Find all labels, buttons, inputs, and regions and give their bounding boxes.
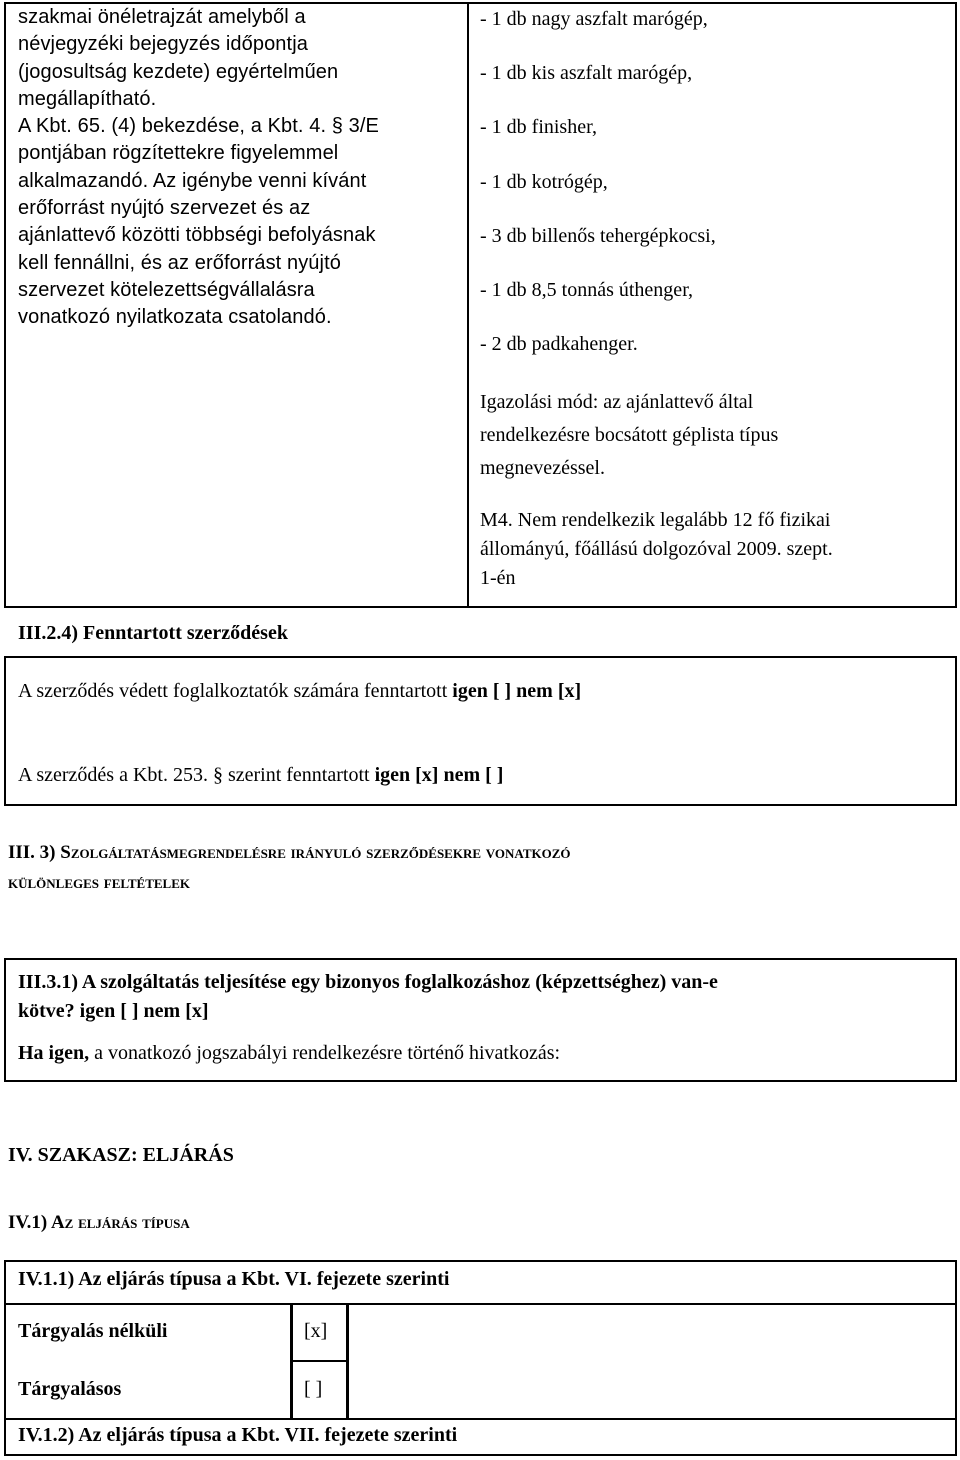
list-item: - 1 db kotrógép, <box>480 170 608 193</box>
text-line: megállapítható. <box>18 87 157 110</box>
iv12-title: IV.1.2) Az eljárás típusa a Kbt. VII. fejezete szerinti <box>18 1424 458 1446</box>
text-line: rendelkezésre bocsátott géplista típus <box>480 424 779 446</box>
text-line: erőforrást nyújtó szervezet és az <box>18 197 311 220</box>
list-item: - 1 db nagy aszfalt marógép, <box>480 8 708 30</box>
text-line: vonatkozó nyilatkozata csatolandó. <box>18 306 332 329</box>
list-item: - 1 db finisher, <box>480 116 597 139</box>
sub-heading-iv1: IV.1) Az eljárás típusa <box>8 1212 190 1233</box>
list-item: - 2 db padkahenger. <box>480 333 638 356</box>
section-heading-iii24: III.2.4) Fenntartott szerződések <box>18 622 288 644</box>
text-line: névjegyzéki bejegyzés időpontja <box>18 33 308 56</box>
text-line: állományú, főállású dolgozóval 2009. szept. <box>480 538 833 560</box>
procedure-label: Tárgyalásos <box>18 1378 122 1400</box>
section-heading-iv: IV. SZAKASZ: ELJÁRÁS <box>8 1144 234 1166</box>
section-heading-iii3: III. 3) Szolgáltatásmegrendelésre irányuló szerződésekre vonatkozó különleges feltételek <box>8 842 571 893</box>
igazolasi-mod <box>480 386 778 485</box>
text-line: kell fennállni, és az erőforrást nyújtó <box>18 251 341 274</box>
text-line: szakmai önéletrajzát amelyből a <box>18 6 306 28</box>
text-line: M4. Nem rendelkezik legalább 12 fő fizikai <box>480 509 831 531</box>
machine-list <box>480 4 950 383</box>
text-line: A Kbt. 65. (4) bekezdése, a Kbt. 4. § 3/E <box>18 115 379 138</box>
list-item: - 1 db kis aszfalt marógép, <box>480 62 693 85</box>
text-line: ajánlattevő közötti többségi befolyásnak <box>18 224 376 247</box>
list-item: - 1 db 8,5 tonnás úthenger, <box>480 278 694 301</box>
reserved-row-2: A szerződés a Kbt. 253. § szerint fenntartott igen [x] nem [ ] <box>18 764 504 786</box>
text-line: 1-én <box>480 567 516 589</box>
procedure-checkbox[interactable]: [x] <box>304 1320 328 1342</box>
ha-igen-line: Ha igen, a vonatkozó jogszabályi rendelkezésre történő hivatkozás: <box>18 1042 561 1064</box>
question-iii31: III.3.1) A szolgáltatás teljesítése egy bizonyos foglalkozáshoz (képzettséghez) van-e kötve? igen [ ] nem [x] <box>18 971 718 1022</box>
text-line: alkalmazandó. Az igénybe venni kívánt <box>18 169 367 192</box>
iv11-title: IV.1.1) Az eljárás típusa a Kbt. VI. fejezete szerinti <box>18 1268 450 1290</box>
table-divider <box>290 1360 349 1362</box>
top-left-text <box>18 4 458 332</box>
text-line: Igazolási mód: az ajánlattevő által <box>480 391 754 413</box>
procedure-label: Tárgyalás nélküli <box>18 1320 168 1342</box>
list-item: - 3 db billenős tehergépkocsi, <box>480 224 716 247</box>
m4-requirement <box>480 506 833 593</box>
text-line: pontjában rögzítettekre figyelemmel <box>18 142 339 165</box>
text-line: megnevezéssel. <box>480 457 605 479</box>
table-divider <box>4 1303 957 1305</box>
reserved-row-1: A szerződés védett foglalkoztatók számára fenntartott igen [ ] nem [x] <box>18 680 582 702</box>
table-divider <box>4 1418 957 1420</box>
text-line: szervezet kötelezettségvállalásra <box>18 278 315 301</box>
procedure-checkbox[interactable]: [ ] <box>304 1378 323 1400</box>
text-line: (jogosultság kezdete) egyértelműen <box>18 60 339 83</box>
